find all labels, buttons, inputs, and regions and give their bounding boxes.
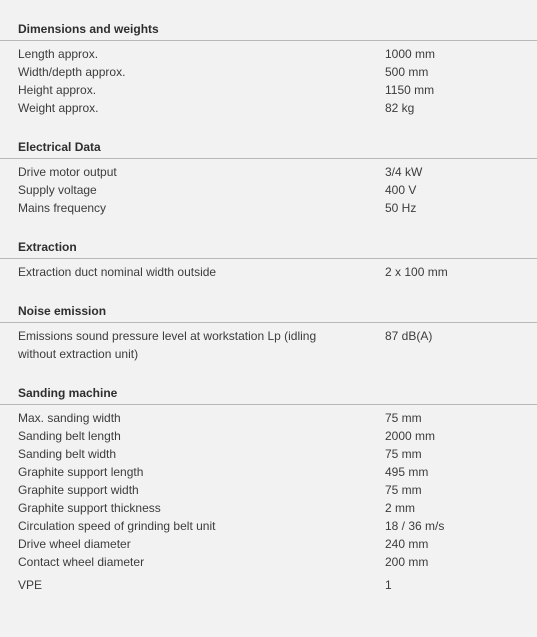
section-title: Sanding machine	[0, 383, 537, 405]
spec-label: Weight approx.	[18, 101, 99, 115]
section-extraction	[0, 237, 537, 281]
section-title: Dimensions and weights	[0, 19, 537, 41]
spec-row	[0, 81, 537, 99]
spec-label: Graphite support length	[18, 465, 144, 479]
spec-label: Height approx.	[18, 83, 97, 97]
section-title: Extraction	[0, 237, 537, 259]
spec-label: Drive wheel diameter	[18, 537, 131, 551]
spec-value: 75 mm	[385, 411, 422, 425]
spec-value: 2 mm	[385, 501, 415, 515]
spec-value: 18 / 36 m/s	[385, 519, 445, 533]
spec-label: Drive motor output	[18, 165, 117, 179]
vpe-row	[0, 576, 537, 594]
spec-value: 82 kg	[385, 101, 415, 115]
spec-rows	[0, 259, 537, 281]
spec-label: Sanding belt width	[18, 447, 117, 461]
spec-label: Supply voltage	[18, 183, 97, 197]
spec-rows	[0, 405, 537, 571]
spec-rows	[0, 41, 537, 117]
vpe-rows	[0, 571, 537, 594]
section-title: Noise emission	[0, 301, 537, 323]
section-noise-emission	[0, 301, 537, 363]
spec-value: 200 mm	[385, 555, 429, 569]
spec-row	[0, 427, 537, 445]
section-title: Electrical Data	[0, 137, 537, 159]
spec-rows	[0, 159, 537, 217]
spec-row	[0, 163, 537, 181]
spec-value: 75 mm	[385, 447, 422, 461]
spec-value: 500 mm	[385, 65, 429, 79]
section-sanding-machine	[0, 383, 537, 594]
spec-value: 495 mm	[385, 465, 429, 479]
spec-row	[0, 445, 537, 463]
spec-row	[0, 409, 537, 427]
spec-label: Extraction duct nominal width outside	[18, 265, 217, 279]
spec-row	[0, 45, 537, 63]
spec-label: Max. sanding width	[18, 411, 121, 425]
spec-label: Graphite support thickness	[18, 501, 161, 515]
spec-row	[0, 517, 537, 535]
spec-row	[0, 327, 537, 363]
spec-value: 75 mm	[385, 483, 422, 497]
spec-label: Mains frequency	[18, 201, 107, 215]
spec-label: Circulation speed of grinding belt unit	[18, 519, 216, 533]
spec-row	[0, 181, 537, 199]
spec-label: Graphite support width	[18, 483, 139, 497]
spec-value: 3/4 kW	[385, 165, 423, 179]
spec-row	[0, 499, 537, 517]
spec-value: 1150 mm	[385, 83, 435, 97]
spec-value: 2000 mm	[385, 429, 436, 443]
vpe-label: VPE	[18, 578, 43, 592]
spec-value: 400 V	[385, 183, 417, 197]
spec-row	[0, 535, 537, 553]
spec-label: Width/depth approx.	[18, 65, 126, 79]
vpe-value: 1	[385, 578, 392, 592]
spec-row	[0, 199, 537, 217]
section-electrical-data	[0, 137, 537, 217]
spec-row	[0, 99, 537, 117]
spec-label: Sanding belt length	[18, 429, 121, 443]
spec-value: 87 dB(A)	[385, 329, 433, 343]
spec-row	[0, 463, 537, 481]
spec-value: 1000 mm	[385, 47, 436, 61]
spec-label: Length approx.	[18, 47, 99, 61]
spec-row	[0, 553, 537, 571]
spec-row	[0, 481, 537, 499]
section-dimensions-and-weights	[0, 19, 537, 117]
spec-label: Emissions sound pressure level at workstation Lp (idling without extraction unit)	[18, 329, 317, 361]
spec-label: Contact wheel diameter	[18, 555, 145, 569]
spec-value: 2 x 100 mm	[385, 265, 448, 279]
spec-row	[0, 63, 537, 81]
spec-row	[0, 263, 537, 281]
spec-rows	[0, 323, 537, 363]
spec-value: 240 mm	[385, 537, 429, 551]
spec-value: 50 Hz	[385, 201, 417, 215]
